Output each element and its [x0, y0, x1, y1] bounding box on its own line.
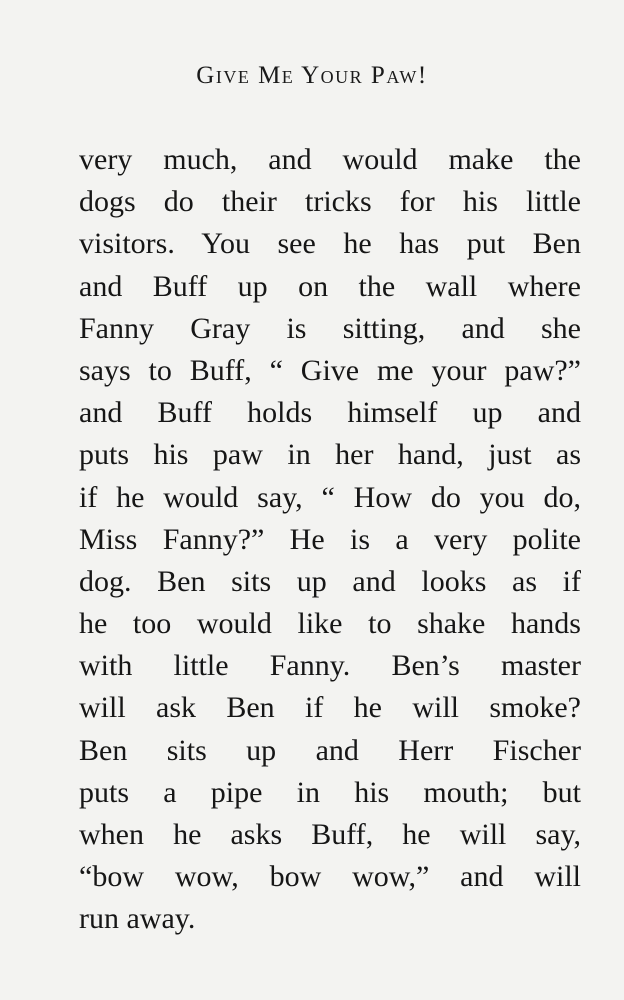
text-line: puts his paw in her hand, just as [79, 438, 581, 472]
text-line: if he would say, “ How do you do, [79, 480, 581, 514]
text-line: dogs do their tricks for his little [79, 185, 581, 219]
text-line: Fanny Gray is sitting, and she [79, 311, 581, 345]
text-line: Miss Fanny?” He is a very polite [79, 522, 581, 556]
text-line-last: run away. [79, 902, 196, 936]
text-line: “bow wow, bow wow,” and will [79, 860, 581, 894]
text-line: and Buff up on the wall where [79, 269, 581, 303]
text-line: with little Fanny. Ben’s master [79, 649, 581, 683]
text-line: puts a pipe in his mouth; but [79, 775, 581, 809]
running-title: Give Me Your Paw! [196, 62, 428, 89]
text-line: and Buff holds himself up and [79, 396, 581, 430]
text-line: will ask Ben if he will smoke? [79, 691, 581, 725]
text-line: very much, and would make the [79, 143, 581, 176]
text-line: Ben sits up and Herr Fischer [79, 733, 581, 767]
text-line: says to Buff, “ Give me your paw?” [79, 353, 581, 387]
text-line: visitors. You see he has put Ben [79, 227, 581, 261]
text-line: dog. Ben sits up and looks as if [79, 564, 581, 598]
text-line: when he asks Buff, he will say, [79, 818, 581, 851]
text-line: he too would like to shake hands [79, 607, 581, 641]
body-paragraph [79, 139, 581, 941]
